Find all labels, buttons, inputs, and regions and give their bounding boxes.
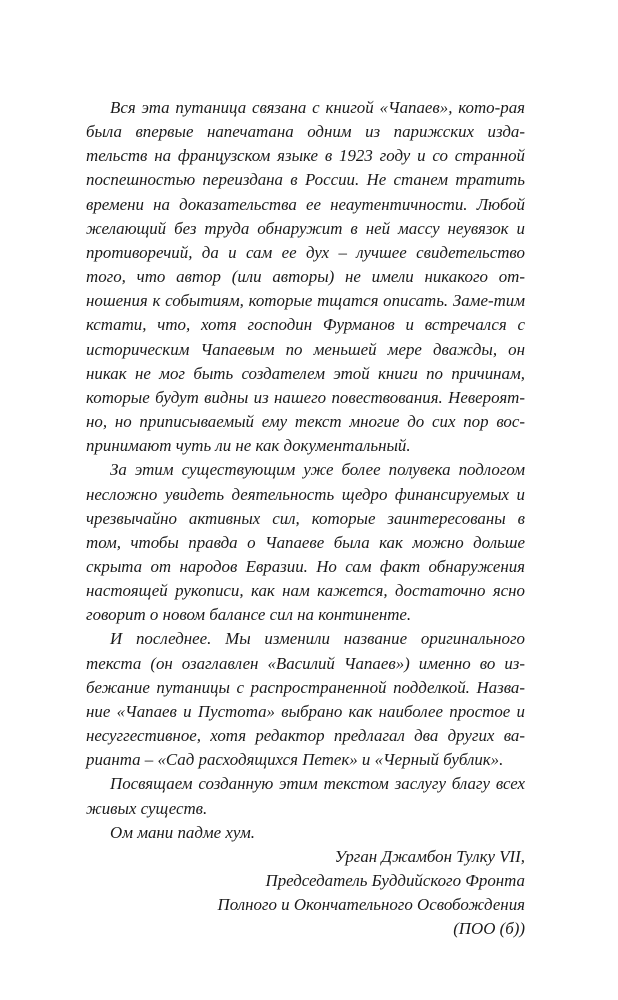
paragraph-5: Ом мани падме хум.	[110, 822, 255, 842]
paragraph-3: И последнее. Мы изменили название оригинального текста (он озаглавлен «Василий Чапаев») именно во из-бежание путаницы с распространенной подделкой. Назва-ние «Чапаев и Пустота» выбрано как наиболее простое и несуггестивное, хотя редактор предлагал два других ва-рианта – «Сад расходящихся Петек» и «Черный бублик».	[86, 629, 525, 770]
paragraph-2: За этим существующим уже более полувека подлогом несложно увидеть деятельность щедро финансируемых и чрезвычайно активных сил, которые заинтересованы в том, чтобы правда о Чапаеве была как можно дольше скрыта от народов Евразии. Но сам факт обнаружения настоящей рукописи, как нам кажется, достаточно ясно говорит о новом балансе сил на континенте.	[86, 460, 525, 625]
signature-line-4: (ПОО (б))	[453, 919, 525, 939]
book-page	[86, 96, 525, 941]
paragraph-1: Вся эта путаница связана с книгой «Чапаев», кото-рая была впервые напечатана одним из парижских изда-тельств на французском языке в 1923 году и со странной поспешностью переиздана в России. Не станем тратить времени на доказательства ее неаутентичности. Любой желающий без труда обнаружит в ней массу неувязок и противоречий, да и сам ее дух – лучшее свидетельство того, что автор (или авторы) не имели никакого от-ношения к событиям, которые тщатся описать. Заме-тим кстати, что, хотя господин Фурманов и встречался с историческим Чапаевым по меньшей мере дважды, он никак не мог быть создателем этой книги по причинам, которые будут видны из нашего повествования. Невероят-но, но приписываемый ему текст многие до сих пор вос-принимают чуть ли не как документальный.	[86, 98, 525, 456]
signature-line-1: Урган Джамбон Тулку VII,	[334, 846, 525, 866]
signature-block	[86, 845, 525, 942]
paragraph-4: Посвящаем созданную этим текстом заслугу благу всех живых существ.	[86, 774, 525, 818]
signature-line-3: Полного и Окончательного Освобождения	[217, 895, 525, 915]
signature-line-2: Председатель Буддийского Фронта	[265, 871, 525, 890]
